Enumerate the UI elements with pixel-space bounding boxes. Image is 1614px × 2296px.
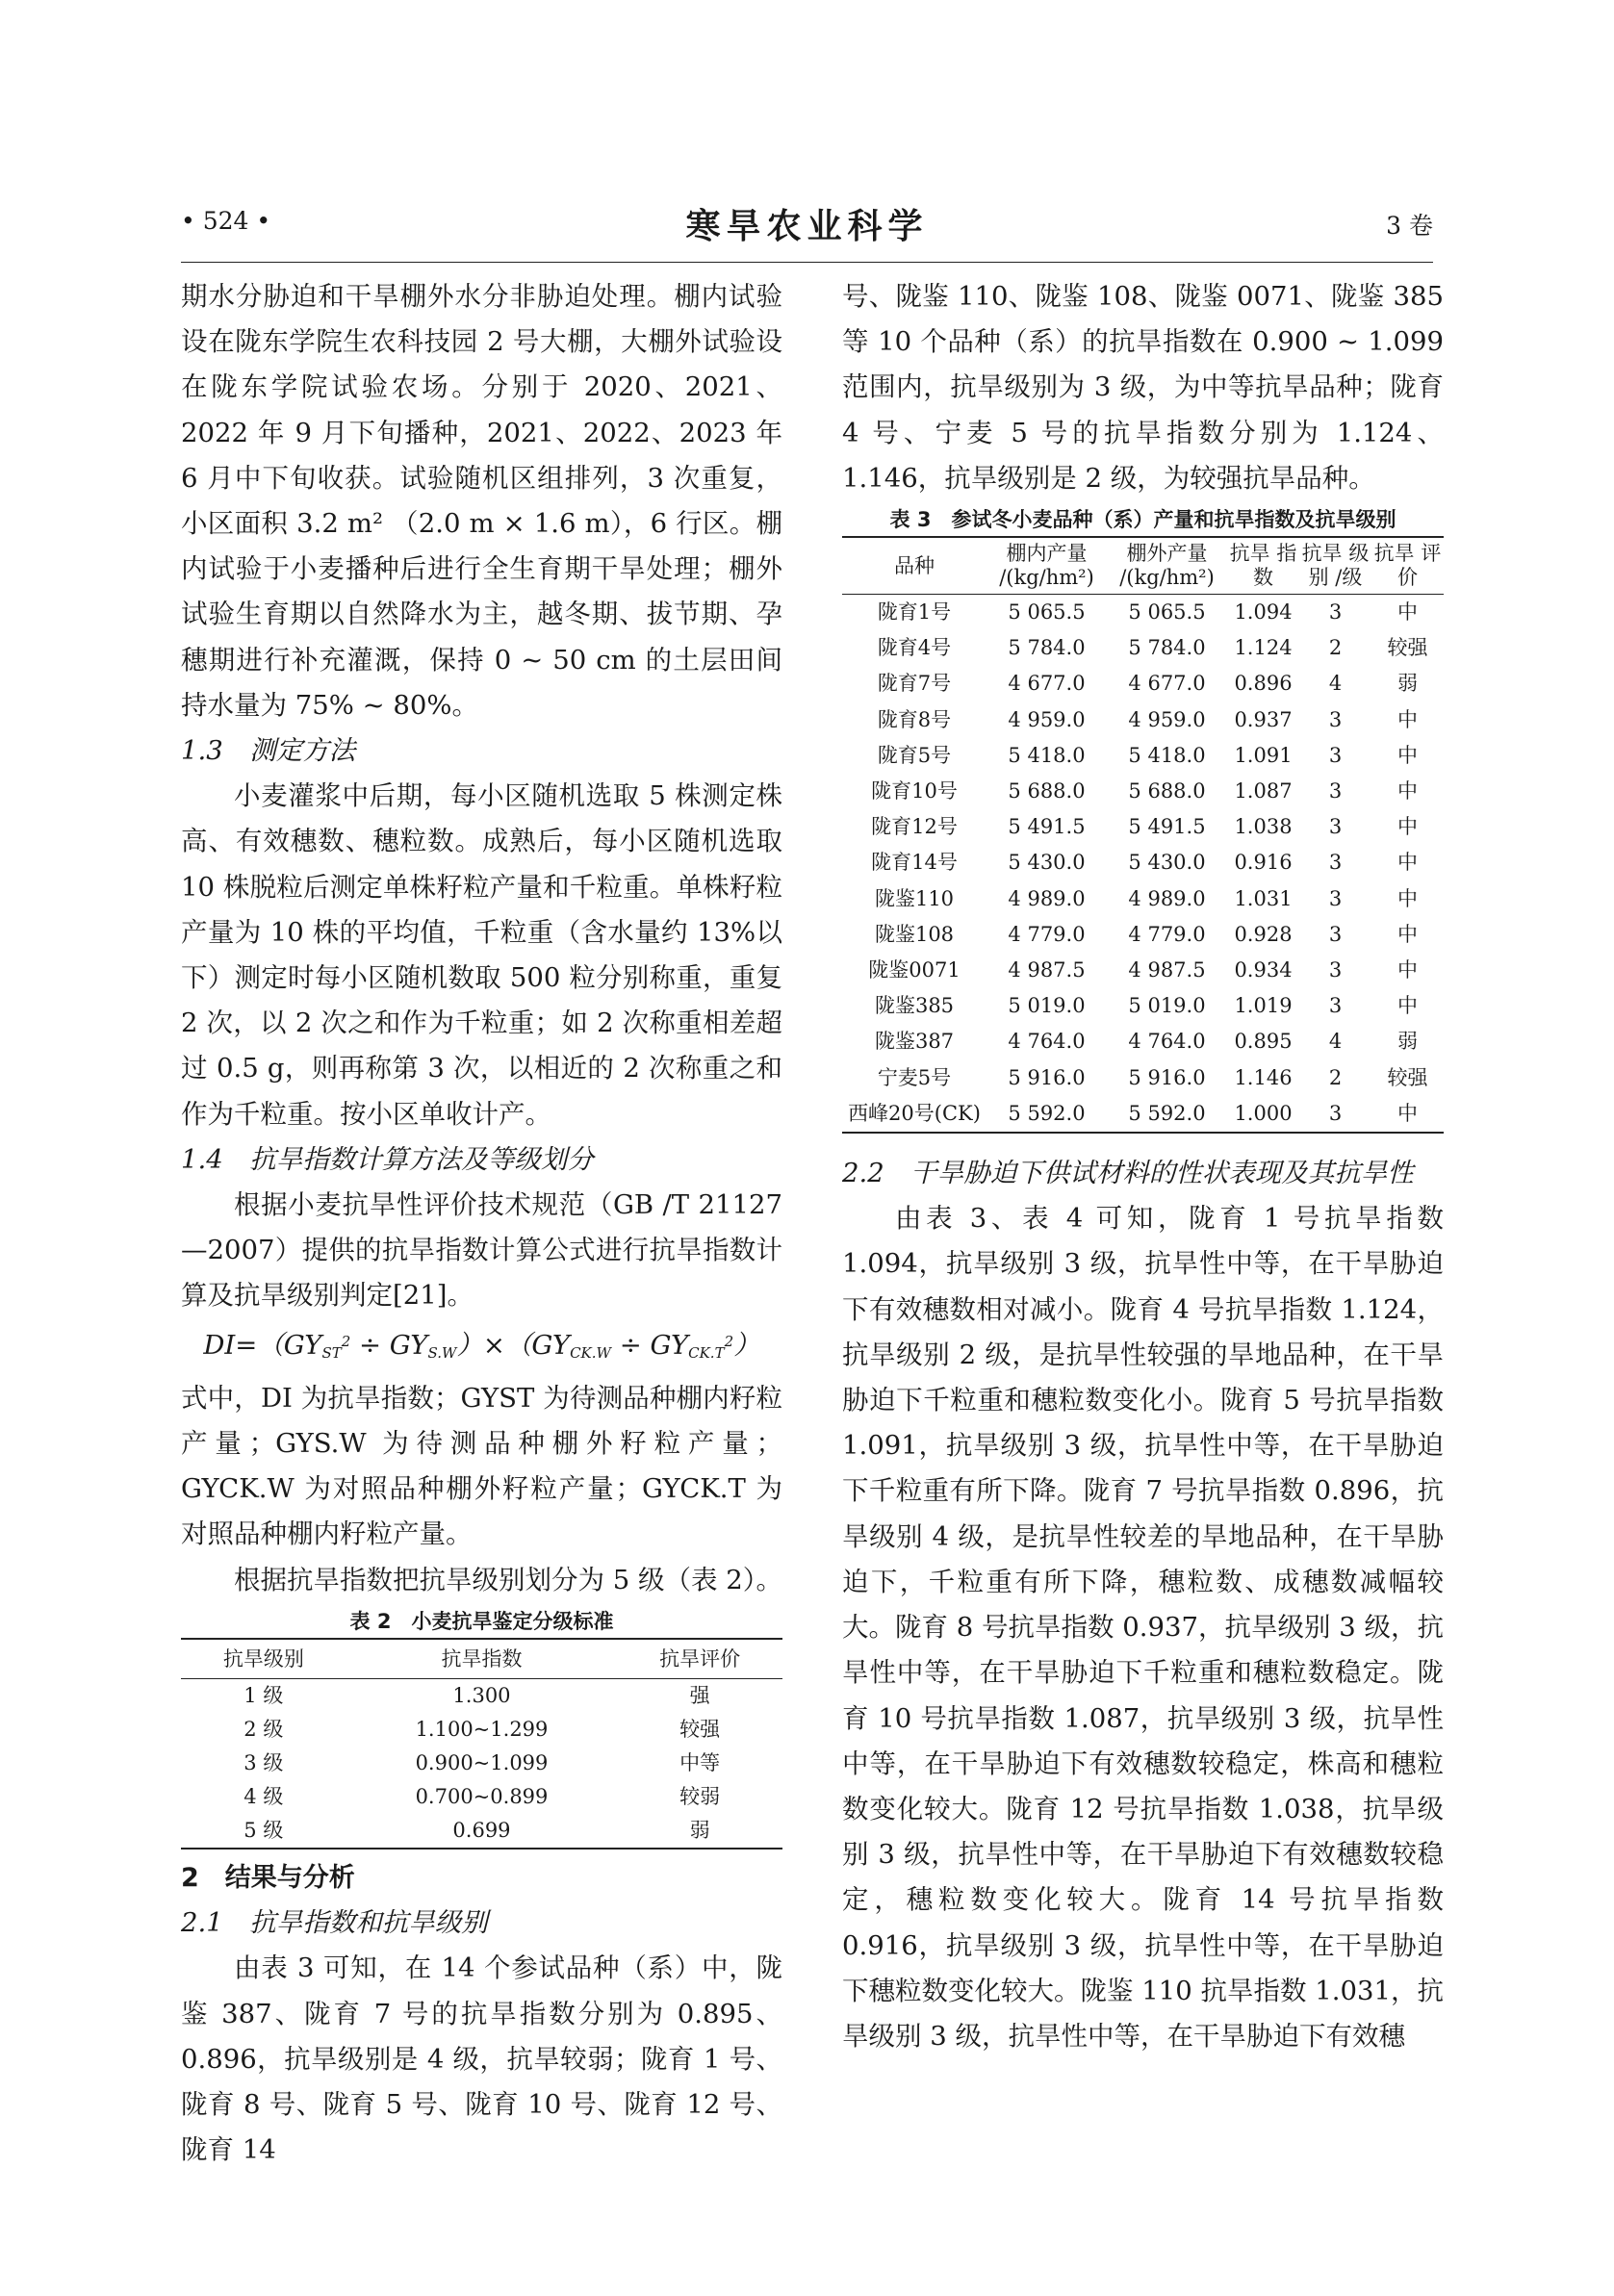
table-cell: 1.031 bbox=[1234, 886, 1293, 910]
table-cell: 陇鉴387 bbox=[874, 1030, 955, 1054]
table-row bbox=[842, 630, 1444, 666]
table-cell: 中 bbox=[1397, 815, 1418, 839]
table-cell: 陇鉴385 bbox=[874, 994, 955, 1018]
table-row bbox=[842, 774, 1444, 809]
table-cell: 3 bbox=[1328, 600, 1343, 625]
table-cell: 4 989.0 bbox=[1128, 886, 1206, 910]
table-cell: 4 959.0 bbox=[1128, 707, 1206, 731]
table-cell: 弱 bbox=[1397, 672, 1418, 696]
table-cell: 陇鉴108 bbox=[874, 922, 955, 946]
table-cell: 0.937 bbox=[1234, 707, 1293, 731]
page-header bbox=[181, 197, 1433, 255]
table-cell: 3 bbox=[1328, 1101, 1343, 1125]
table-cell: 西峰20号(CK) bbox=[848, 1101, 981, 1125]
table3-caption: 表 3 参试冬小麦品种（系）产量和抗旱指数及抗旱级别 bbox=[889, 508, 1396, 532]
table-cell: 陇鉴0071 bbox=[868, 958, 961, 982]
table-cell: 5 418.0 bbox=[1008, 743, 1086, 767]
table-cell: 5 418.0 bbox=[1128, 743, 1206, 767]
table-row bbox=[842, 738, 1444, 774]
table-row bbox=[842, 666, 1444, 702]
table3 bbox=[842, 536, 1444, 1134]
section-heading-2-2: 2.2 干旱胁迫下供试材料的性状表现及其抗旱性 bbox=[842, 1158, 1414, 1189]
table-row: 1 级 1.300 强 bbox=[243, 1683, 710, 1707]
table-header: 抗旱指数 bbox=[346, 1639, 618, 1679]
table-cell: 5 065.5 bbox=[1128, 600, 1206, 625]
paragraph: 号、陇鉴 110、陇鉴 108、陇鉴 0071、陇鉴 385 等 10 个品种（系）的抗旱指数在 0.900 ~ 1.099 范围内，抗旱级别为 3 级，为中等抗旱品种；陇育 4 号、宁麦 5 号的抗旱指数分别为 1.124、1.146，抗旱级别是 2 级，为较强抗旱品种。 bbox=[842, 281, 1444, 494]
table-row bbox=[842, 1024, 1444, 1059]
table-cell: 3 bbox=[1328, 994, 1343, 1018]
table2 bbox=[181, 1638, 782, 1850]
table-cell: 3 bbox=[1328, 958, 1343, 982]
table-header: 抗旱 级别 /级 bbox=[1299, 537, 1371, 595]
table-cell: 中 bbox=[1397, 922, 1418, 946]
table-row bbox=[842, 595, 1444, 631]
table-cell: 2 bbox=[1328, 1065, 1343, 1089]
table-row: 2 级 1.100~1.299 较强 bbox=[243, 1717, 721, 1741]
table-cell: 陇育14号 bbox=[871, 851, 958, 875]
paragraph: 由表 3、表 4 可知，陇育 1 号抗旱指数 1.094，抗旱级别 3 级，抗旱性中等，在干旱胁迫下有效穗数相对减小。陇育 4 号抗旱指数 1.124，抗旱级别 2 级，是抗旱性较强的旱地品种，在干旱胁迫下千粒重和穗粒数变化小。陇育 5 号抗旱指数 1.091，抗旱级别 3 级，抗旱性中等，在干旱胁迫下千粒重有所下降。陇育 7 号抗旱指数 0.896，抗旱级别 4 级，是抗旱性较差的旱地品种，在干旱胁迫下，千粒重有所下降，穗粒数、成穗数减幅较大。陇育 8 号抗旱指数 0.937，抗旱级别 3 级，抗旱性中等，在干旱胁迫下千粒重和穗粒数稳定。陇育 10 号抗旱指数 1.087，抗旱级别 3 级，抗旱性中等，在干旱胁迫下有效穗数较稳定，株高和穗粒数变化较大。陇育 12 号抗旱指数 1.038，抗旱级别 3 级，抗旱性中等，在干旱胁迫下有效穗数较稳定，穗粒数变化较大。陇育 14 号抗旱指数 0.916，抗旱级别 3 级，抗旱性中等，在干旱胁迫下穗粒数变化较大。陇鉴 110 抗旱指数 1.031，抗旱级别 3 级，抗旱性中等，在干旱胁迫下有效穗 bbox=[842, 1203, 1444, 2052]
table-cell: 5 019.0 bbox=[1128, 994, 1206, 1018]
table-cell: 5 688.0 bbox=[1008, 779, 1086, 804]
table-cell: 中 bbox=[1397, 707, 1418, 731]
table-cell: 中 bbox=[1397, 958, 1418, 982]
table-cell: 3 bbox=[1328, 743, 1343, 767]
table-row bbox=[842, 917, 1444, 953]
table-cell: 5 784.0 bbox=[1008, 636, 1086, 660]
table-cell: 3 bbox=[1328, 779, 1343, 804]
table-cell: 较强 bbox=[1387, 636, 1428, 660]
table-cell: 0.896 bbox=[1234, 672, 1293, 696]
table-row bbox=[842, 953, 1444, 988]
table-cell: 4 779.0 bbox=[1128, 922, 1206, 946]
table-cell: 4 764.0 bbox=[1128, 1030, 1206, 1054]
table-header: 抗旱 指数 bbox=[1227, 537, 1299, 595]
journal-title: 寒旱农业科学 bbox=[685, 206, 929, 246]
table-cell: 5 688.0 bbox=[1128, 779, 1206, 804]
table-cell: 1.019 bbox=[1234, 994, 1293, 1018]
table-cell: 0.934 bbox=[1234, 958, 1293, 982]
table-cell: 陇鉴110 bbox=[874, 886, 955, 910]
table-cell: 1.087 bbox=[1234, 779, 1293, 804]
paragraph: 式中，DI 为抗旱指数；GYST 为待测品种棚内籽粒产量；GYS.W 为待测品种棚外籽粒产量；GYCK.W 为对照品种棚外籽粒产量；GYCK.T 为对照品种棚内籽粒产量。 bbox=[181, 1382, 782, 1550]
table-cell: 陇育4号 bbox=[877, 636, 952, 660]
table-cell: 0.895 bbox=[1234, 1030, 1293, 1054]
paragraph: 期水分胁迫和干旱棚外水分非胁迫处理。棚内试验设在陇东学院生农科技园 2 号大棚，大棚外试验设在陇东学院试验农场。分别于 2020、2021、2022 年 9 月下旬播种，2021、2022、2023 年 6 月中下旬收获。试验随机区组排列，3 次重复，小区面积 3.2 m² （2.0 m × 1.6 m），6 行区。棚内试验于小麦播种后进行全生育期干旱处理；棚外试验生育期以自然降水为主，越冬期、拔节期、孕穗期进行补充灌溉，保持 0 ~ 50 cm 的土层田间持水量为 75% ~ 80%。 bbox=[181, 281, 782, 721]
table-row: 3 级 0.900~1.099 中等 bbox=[243, 1750, 721, 1774]
table-cell: 4 764.0 bbox=[1008, 1030, 1086, 1054]
table-row bbox=[842, 988, 1444, 1024]
table-cell: 中 bbox=[1397, 1101, 1418, 1125]
table-cell: 5 065.5 bbox=[1008, 600, 1086, 625]
table-row: 4 级 0.700~0.899 较弱 bbox=[243, 1784, 721, 1808]
page-number: • 524 • bbox=[181, 207, 271, 235]
table-header: 品种 bbox=[842, 537, 986, 595]
table-cell: 中 bbox=[1397, 851, 1418, 875]
table-cell: 1.038 bbox=[1234, 815, 1293, 839]
table-cell: 陇育7号 bbox=[877, 672, 952, 696]
paragraph: 根据抗旱指数把抗旱级别划分为 5 级（表 2）。 bbox=[234, 1564, 782, 1595]
table-cell: 1.094 bbox=[1234, 600, 1293, 625]
table-cell: 中 bbox=[1397, 779, 1418, 804]
table-cell: 1.146 bbox=[1234, 1065, 1293, 1089]
table-cell: 3 bbox=[1328, 851, 1343, 875]
table-row bbox=[842, 702, 1444, 738]
table-cell: 4 677.0 bbox=[1008, 672, 1086, 696]
table-cell: 5 491.5 bbox=[1128, 815, 1206, 839]
table-header: 抗旱评价 bbox=[617, 1639, 782, 1679]
paragraph: 由表 3 可知，在 14 个参试品种（系）中，陇鉴 387、陇育 7 号的抗旱指数分别为 0.895、0.896，抗旱级别是 4 级，抗旱较弱；陇育 1 号、陇育 8 号、陇育 5 号、陇育 10 号、陇育 12 号、陇育 14 bbox=[181, 1952, 782, 2166]
paragraph: 根据小麦抗旱性评价技术规范（GB /T 21127—2007）提供的抗旱指数计算公式进行抗旱指数计算及抗旱级别判定[21]。 bbox=[181, 1189, 782, 1312]
table-cell: 陇育8号 bbox=[877, 707, 952, 731]
table-row: 5 级 0.699 弱 bbox=[243, 1818, 710, 1842]
table-cell: 5 430.0 bbox=[1008, 851, 1086, 875]
table-cell: 4 bbox=[1328, 672, 1343, 696]
table-cell: 4 bbox=[1328, 1030, 1343, 1054]
table-cell: 较强 bbox=[1387, 1065, 1428, 1089]
section-heading-2: 2 结果与分析 bbox=[181, 1862, 355, 1893]
table-header: 抗旱 评价 bbox=[1371, 537, 1444, 595]
table-row bbox=[842, 1060, 1444, 1096]
table-cell: 4 987.5 bbox=[1008, 958, 1086, 982]
table-cell: 5 430.0 bbox=[1128, 851, 1206, 875]
table-cell: 1.000 bbox=[1234, 1101, 1293, 1125]
left-column bbox=[181, 274, 782, 2173]
table-cell: 陇育5号 bbox=[877, 743, 952, 767]
table-cell: 2 bbox=[1328, 636, 1343, 660]
table-row bbox=[842, 845, 1444, 880]
section-heading-1-4: 1.4 抗旱指数计算方法及等级划分 bbox=[181, 1143, 594, 1175]
table-cell: 3 bbox=[1328, 815, 1343, 839]
table-header: 抗旱级别 bbox=[181, 1639, 346, 1679]
table-cell: 陇育1号 bbox=[877, 600, 952, 625]
table-cell: 4 779.0 bbox=[1008, 922, 1086, 946]
table-cell: 1.124 bbox=[1234, 636, 1293, 660]
paragraph: 小麦灌浆中后期，每小区随机选取 5 株测定株高、有效穗数、穗粒数。成熟后，每小区随机选取 10 株脱粒后测定单株籽粒产量和千粒重。单株籽粒产量为 10 株的平均值，千粒重（含水量约 13%以下）测定时每小区随机数取 500 粒分别称重，重复 2 次，以 2 次之和作为千粒重；如 2 次称重相差超过 0.5 g，则再称第 3 次，以相近的 2 次称重之和作为千粒重。按小区单收计产。 bbox=[181, 780, 782, 1130]
table-cell: 5 916.0 bbox=[1008, 1065, 1086, 1089]
table-cell: 宁麦5号 bbox=[877, 1065, 952, 1089]
table-cell: 4 987.5 bbox=[1128, 958, 1206, 982]
table-cell: 4 677.0 bbox=[1128, 672, 1206, 696]
table2-caption: 表 2 小麦抗旱鉴定分级标准 bbox=[349, 1609, 614, 1633]
table-cell: 弱 bbox=[1397, 1030, 1418, 1054]
table-cell: 中 bbox=[1397, 994, 1418, 1018]
table-cell: 5 491.5 bbox=[1008, 815, 1086, 839]
table-header: 棚外产量 /(kg/hm²) bbox=[1107, 537, 1227, 595]
section-heading-2-1: 2.1 抗旱指数和抗旱级别 bbox=[181, 1907, 488, 1939]
table-cell: 0.916 bbox=[1234, 851, 1293, 875]
table-cell: 4 959.0 bbox=[1008, 707, 1086, 731]
table-cell: 中 bbox=[1397, 743, 1418, 767]
table-cell: 陇育12号 bbox=[871, 815, 958, 839]
table-cell: 3 bbox=[1328, 707, 1343, 731]
table-header: 棚内产量 /(kg/hm²) bbox=[986, 537, 1107, 595]
table-cell: 3 bbox=[1328, 922, 1343, 946]
table-row bbox=[842, 881, 1444, 917]
table-cell: 4 989.0 bbox=[1008, 886, 1086, 910]
table-row bbox=[842, 809, 1444, 845]
table-cell: 5 592.0 bbox=[1128, 1101, 1206, 1125]
table-row bbox=[842, 1096, 1444, 1133]
table-cell: 5 784.0 bbox=[1128, 636, 1206, 660]
right-column bbox=[842, 274, 1444, 2059]
table-cell: 5 592.0 bbox=[1008, 1101, 1086, 1125]
table-cell: 中 bbox=[1397, 886, 1418, 910]
header-rule bbox=[181, 262, 1433, 263]
drought-index-formula: $DI=(GY_{ST}^2 \div GY_{S.W})\times(GY_{CK.W} \div GY_{CK.T}^2)$ bbox=[203, 1329, 760, 1362]
table-cell: 5 019.0 bbox=[1008, 994, 1086, 1018]
table-cell: 5 916.0 bbox=[1128, 1065, 1206, 1089]
table-cell: 陇育10号 bbox=[871, 779, 958, 804]
section-heading-1-3: 1.3 测定方法 bbox=[181, 735, 356, 767]
volume-label: 3 卷 bbox=[1386, 212, 1433, 240]
table-cell: 中 bbox=[1397, 600, 1418, 625]
table-cell: 0.928 bbox=[1234, 922, 1293, 946]
table-cell: 1.091 bbox=[1234, 743, 1293, 767]
table-cell: 3 bbox=[1328, 886, 1343, 910]
